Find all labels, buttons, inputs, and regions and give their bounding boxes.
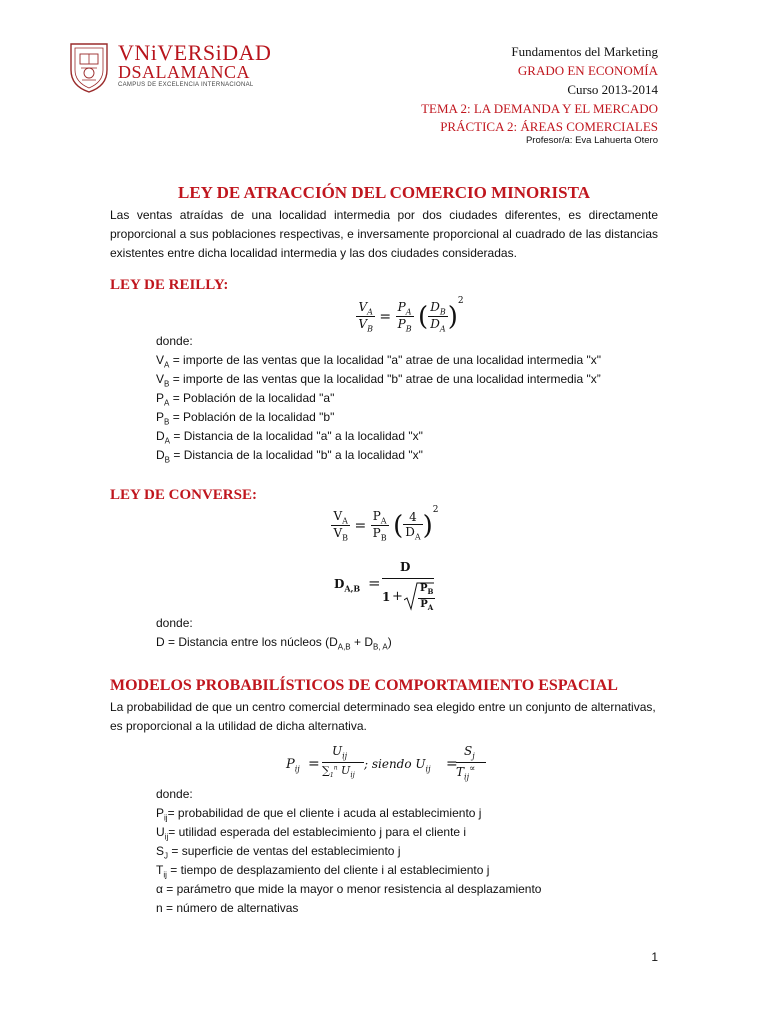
university-campus-subtitle: CAMPUS DE EXCELENCIA INTERNACIONAL [118,82,254,88]
degree-name: GRADO EN ECONOMÍA [517,63,658,78]
professor-name: Profesor/a: Eva Lahuerta Otero [525,135,658,146]
academic-year: Curso 2013-2014 [567,82,658,97]
converse-def-d: D = Distancia entre los núcleos $(D_{A,B} + D_{B, A})$ [156,635,392,652]
reilly-def-va: $V_A$ = importe de las ventas que la localidad "a" atrae de una localidad intermedia "x" [156,353,601,370]
models-donde: donde: [156,787,193,801]
converse-title: LEY DE CONVERSE: [110,487,257,503]
models-title: MODELOS PROBABILÍSTICOS DE COMPORTAMIENTO ESPACIAL [110,677,618,694]
converse-formula-2: $D_{A,B}$ = D 1 + $\frac{P_B}{P_A}$ [334,560,434,612]
converse-formula-1: $\frac{V_A}{V_B}$ = $\frac{P_A}{P_B}$ ( $\frac{4}{D_A}$ )$^2$ [333,505,439,543]
university-name-line1: VNiVERSiDAD [118,40,272,65]
reilly-def-vb: $V_B$ = importe de las ventas que la localidad "b" atrae de una localidad intermedia "x” [156,372,601,389]
models-def-sj: $S_J$ = superficie de ventas del establecimiento j [156,844,401,861]
models-def-tij: $T_{ij}$ = tiempo de desplazamiento del cliente i al establecimiento j [156,863,490,880]
reilly-def-da: $D_A$ = Distancia de la localidad "a" a la localidad "x" [156,429,423,446]
topic-title: TEMA 2: LA DEMANDA Y EL MERCADO [421,101,658,116]
university-name-line2: DSALAMANCA [118,62,251,82]
models-paragraph: La probabilidad de que un centro comercial determinado sea elegido entre un conjunto de alternativas, es proporcional a la utilidad de dicha alternativa. [110,700,656,733]
retail-law-paragraph: Las ventas atraídas de una localidad intermedia por dos ciudades diferentes, es directamente proporcional a sus poblaciones respectivas, e inversamente proporcional al cuadrado de las distancias existentes entre dicha localidad intermedia y las dos ciudades consideradas. [110,208,658,260]
university-seal-icon [66,40,112,94]
section-title-retail-law: LEY DE ATRACCIÓN DEL COMERCIO MINORISTA [178,183,590,202]
reilly-def-db: $D_B$ = Distancia de la localidad "b" a la localidad "x" [156,448,423,465]
huff-formula: $P_{ij}$ = $U_{ij}$ $\sum_1^n$ $U_{ij}$ ; siendo $U_{ij}$ = $S_j$ $T_{ij}^\propto$ [286,744,516,788]
models-def-pij: $P_{ij}=$ probabilidad de que el cliente i acuda al establecimiento j [156,806,482,823]
reilly-title: LEY DE REILLY: [110,277,229,293]
models-def-n: n = número de alternativas [156,901,299,915]
reilly-def-pb: $P_B$ = Población de la localidad "b" [156,410,335,427]
reilly-donde: donde: [156,334,193,348]
models-def-alpha: α = parámetro que mide la mayor o menor resistencia al desplazamiento [156,882,542,896]
reilly-def-pa: $P_A$ = Población de la localidad "a" [156,391,335,408]
models-def-uij: $U_{ij}=$ utilidad esperada del establecimiento j para el cliente i [156,825,467,842]
page-number: 1 [651,950,658,964]
reilly-formula: $\frac{V_A}{V_B}$ = $\frac{P_A}{P_B}$ ( $\frac{D_B}{D_A}$ )$^2$ [358,296,464,334]
practice-title: PRÁCTICA 2: ÁREAS COMERCIALES [440,119,658,134]
course-name: Fundamentos del Marketing [511,44,658,59]
converse-donde: donde: [156,616,193,630]
